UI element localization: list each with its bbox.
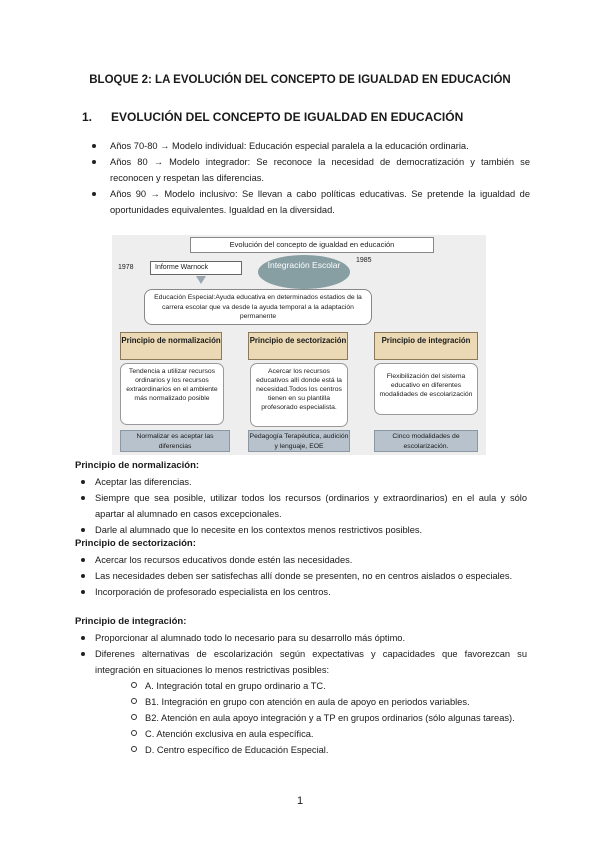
integration-ellipse: Integración Escolar: [258, 255, 350, 289]
bullet-icon: [81, 558, 85, 562]
principle-sectorizacion-title: Principio de sectorización: [248, 332, 348, 360]
arrow-down-icon: [196, 276, 206, 284]
principle-sectorizacion-desc: Acercar los recursos educativos allí donde está la necesidad.Todos los centros tienen en su plantilla profesorado especialista.: [250, 363, 348, 427]
principle-integracion-desc: Flexibilización del sistema educativo en diferentes modalidades de escolarización: [374, 363, 478, 415]
list-item: A. Integración total en grupo ordinario a TC.: [145, 678, 528, 694]
circle-bullet-icon: [131, 682, 137, 688]
concept-diagram: [112, 235, 486, 455]
section-heading: [82, 110, 463, 124]
diagram-title: Evolución del concepto de igualdad en educación: [190, 237, 434, 253]
circle-bullet-icon: [131, 714, 137, 720]
year-label-1985: 1985: [356, 257, 372, 264]
list-item: Darle al alumnado que lo necesite en los contextos menos restrictivos posibles.: [95, 522, 527, 538]
list-item: Años 80 → Modelo integrador: Se reconoce la necesidad de democratización y también se reconocen y respetan las diferencias.: [110, 154, 530, 186]
bullet-icon: [92, 192, 96, 196]
bullet-icon: [81, 652, 85, 656]
year-label-1978: 1978: [118, 264, 134, 271]
principle-integracion-title: Principio de integración: [374, 332, 478, 360]
bullet-icon: [92, 144, 96, 148]
section-number: 1.: [82, 110, 93, 124]
bullet-icon: [92, 160, 96, 164]
warnock-box: Informe Warnock: [150, 261, 242, 275]
section-title: EVOLUCIÓN DEL CONCEPTO DE IGUALDAD EN EDUCACIÓN: [111, 110, 464, 124]
principle-normalizacion-foot: Normalizar es aceptar las diferencias: [120, 430, 230, 452]
special-education-box: Educación Especial:Ayuda educativa en determinados estadios de la carrera escolar que va desde la ayuda temporal a la adaptación permanente: [144, 289, 372, 325]
list-item: D. Centro específico de Educación Especial.: [145, 742, 528, 758]
list-integracion: [95, 630, 527, 678]
principle-sectorizacion-foot: Pedagogía Terapéutica, audición y lenguaje, EOE: [248, 430, 350, 452]
heading-normalizacion: Principio de normalización:: [75, 460, 200, 471]
bullet-icon: [81, 636, 85, 640]
intro-list: [110, 138, 530, 218]
bullet-icon: [81, 528, 85, 532]
document-title: BLOQUE 2: LA EVOLUCIÓN DEL CONCEPTO DE IGUALDAD EN EDUCACIÓN: [89, 74, 511, 86]
list-item: B1. Integración en grupo con atención en aula de apoyo en periodos variables.: [145, 694, 528, 710]
page-number: 1: [296, 795, 304, 807]
bullet-icon: [81, 480, 85, 484]
heading-sectorizacion: Principio de sectorización:: [75, 538, 196, 549]
circle-bullet-icon: [131, 746, 137, 752]
principle-normalizacion-title: Principio de normalización: [120, 332, 222, 360]
principle-integracion-foot: Cinco modalidades de escolarización.: [374, 430, 478, 452]
list-sectorizacion: [95, 552, 527, 600]
list-item: B2. Atención en aula apoyo integración y a TP en grupos ordinarios (sólo algunas tareas).: [145, 710, 528, 726]
list-item: Siempre que sea posible, utilizar todos los recursos (ordinarios y extraordinarios) en el aula y sólo apartar al alumnado en casos excepcionales.: [95, 490, 527, 522]
list-item: Diferenes alternativas de escolarización según expectativas y capacidades que favorezcan su integración en situaciones lo menos restrictivas posibles:: [95, 646, 527, 678]
circle-bullet-icon: [131, 698, 137, 704]
heading-integracion: Principio de integración:: [75, 616, 187, 627]
principle-normalizacion-desc: Tendencia a utilizar recursos ordinarios y los recursos extraordinarios en el ambiente más normalizado posible: [120, 363, 224, 425]
list-item: Años 90 → Modelo inclusivo: Se llevan a cabo políticas educativas. Se pretende la igualdad de oportunidades equivalentes. Igualdad en la diversidad.: [110, 186, 530, 218]
list-item: Acercar los recursos educativos donde estén las necesidades.: [95, 552, 527, 568]
list-item: Aceptar las diferencias.: [95, 474, 527, 490]
list-item: Incorporación de profesorado especialista en los centros.: [95, 584, 527, 600]
list-item: Proporcionar al alumnado todo lo necesario para su desarrollo más óptimo.: [95, 630, 527, 646]
list-integracion-modalidades: [145, 678, 528, 758]
list-normalizacion: [95, 474, 527, 538]
circle-bullet-icon: [131, 730, 137, 736]
list-item: Años 70-80 → Modelo individual: Educación especial paralela a la educación ordinaria.: [110, 138, 530, 154]
bullet-icon: [81, 590, 85, 594]
bullet-icon: [81, 496, 85, 500]
bullet-icon: [81, 574, 85, 578]
list-item: Las necesidades deben ser satisfechas allí donde se presenten, no en centros aislados o especiales.: [95, 568, 527, 584]
list-item: C. Atención exclusiva en aula específica.: [145, 726, 528, 742]
